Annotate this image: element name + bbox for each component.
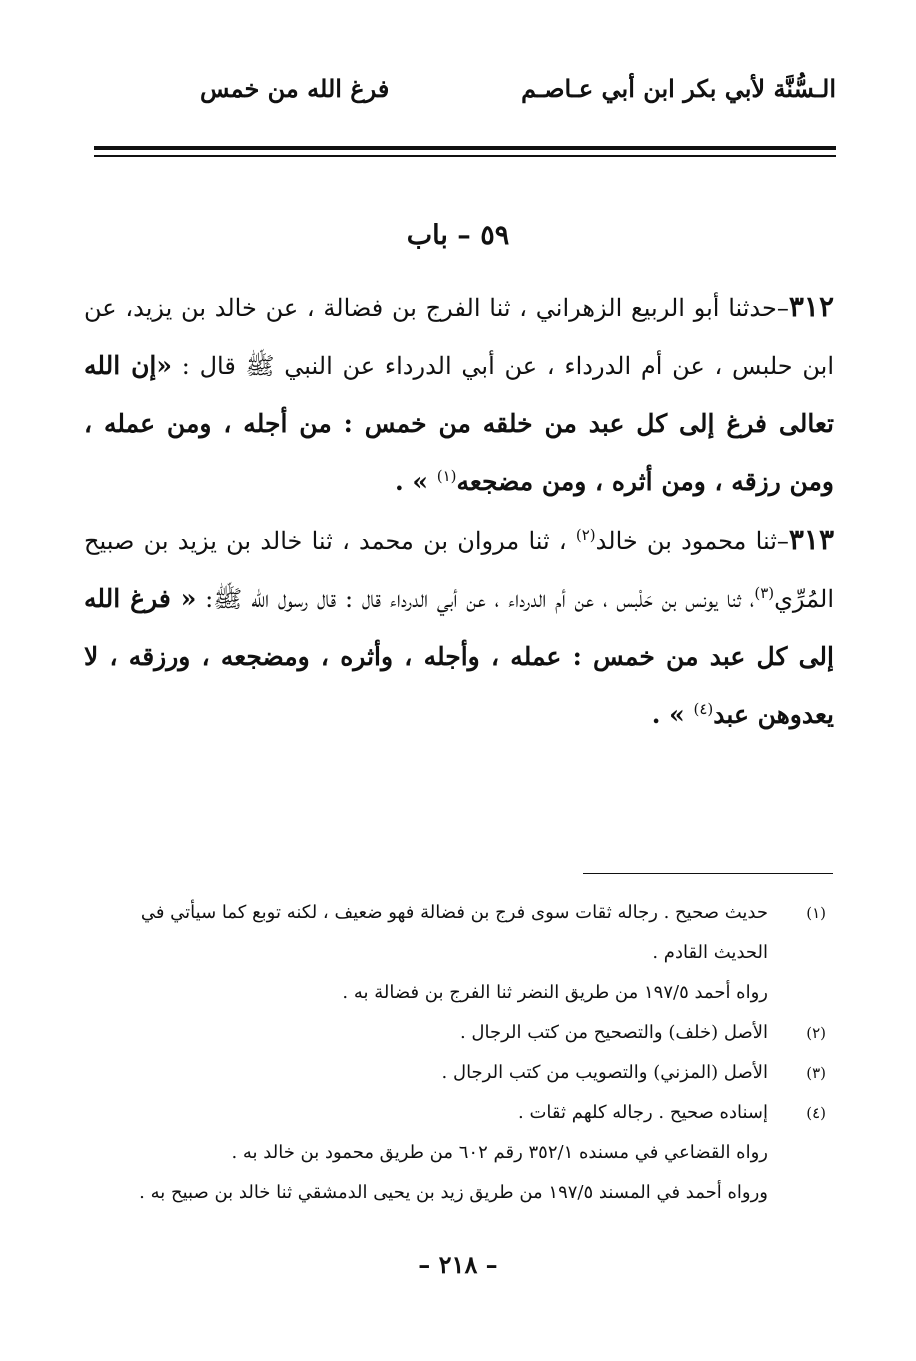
body-text: [84, 278, 834, 744]
footnote-reference: (٤): [693, 700, 714, 718]
footnote-4: [84, 1093, 834, 1213]
footnote-line: الأصل (المزني) والتصويب من كتب الرجال .: [441, 1062, 768, 1083]
footnote-separator: [583, 873, 833, 874]
hadith-matn: « فرغ الله إلى كل عبد من خمس : عمله ، وأجله ، وأثره ، ومضجعه ، ورزقه ، لا يعدوهن عبد: [84, 584, 834, 729]
footnote-line: رواه أحمد ١٩٧/٥ من طريق النضر ثنا الفرج بن فضالة به .: [342, 982, 768, 1003]
header-rule-thick: [94, 146, 836, 150]
page-number: – ٢١٨ –: [418, 1250, 498, 1279]
header-rule-thin: [94, 155, 836, 157]
chapter-title: فرغ الله من خمس: [200, 74, 390, 103]
hadith-number: ٣١٢: [788, 290, 834, 323]
hadith-313: [84, 511, 834, 744]
footnote-reference: (٢): [575, 526, 596, 544]
footnote-2: [84, 1013, 834, 1053]
footnote-reference: (٣): [754, 584, 775, 602]
hadith-isnad: –حدثنا أبو الربيع الزهراني ، ثنا الفرج بن فضالة ، عن خالد بن يزيد، عن ابن حلبس ، عن أم الدرداء ، عن أبي الدرداء عن النبي ﷺ قال :: [84, 294, 834, 380]
hadith-number: ٣١٣: [788, 523, 834, 556]
footnote-line: الأصل (خلف) والتصحيح من كتب الرجال .: [459, 1022, 768, 1043]
footnote-1: [84, 893, 834, 1013]
hadith-isnad: –ثنا محمود بن خالد: [595, 527, 789, 555]
footnote-reference: (١): [436, 467, 457, 485]
footnote-line: إسناده صحيح . رجاله كلهم ثقات .: [518, 1102, 768, 1123]
book-title: الـسُّنَّة لأبي بكر ابن أبي عـاصـم: [521, 74, 836, 103]
running-header: [90, 74, 836, 114]
footnote-line: رواه القضاعي في مسنده ٣٥٢/١ رقم ٦٠٢ من طريق محمود بن خالد به .: [231, 1142, 768, 1163]
hadith-312: [84, 278, 834, 511]
footnote-number: (١): [806, 904, 826, 922]
hadith-isnad: ، ثنا يونس بن حَلْبس ، عن أم الدرداء ، عن أبي الدرداء قال : قال رسول الله ﷺ:: [196, 585, 755, 613]
hadith-isnad: ، ثنا مروان بن محمد ، ثنا خالد بن يزيد بن صبيح المُرِّي: [84, 527, 834, 613]
footnote-3: [84, 1053, 834, 1093]
footnote-number: (٣): [806, 1064, 826, 1082]
footnote-number: (٢): [806, 1024, 826, 1042]
footnote-number: (٤): [806, 1104, 826, 1122]
hadith-ending: » .: [394, 467, 437, 496]
footnotes: [84, 893, 834, 1213]
hadith-ending: » .: [651, 700, 694, 729]
section-heading: ٥٩ – باب: [406, 220, 510, 251]
hadith-matn: «إن الله تعالى فرغ إلى كل عبد من خلقه من خمس : من أجله ، ومن عمله ، ومن رزقه ، ومن أثره ، ومن مضجعه: [84, 351, 834, 496]
footnote-line: حديث صحيح . رجاله ثقات سوى فرج بن فضالة فهو ضعيف ، لكنه توبع كما سيأتي في الحديث القادم .: [140, 902, 768, 963]
footnote-line: ورواه أحمد في المسند ١٩٧/٥ من طريق زيد بن يحيى الدمشقي ثنا خالد بن صبيح به .: [139, 1182, 768, 1203]
